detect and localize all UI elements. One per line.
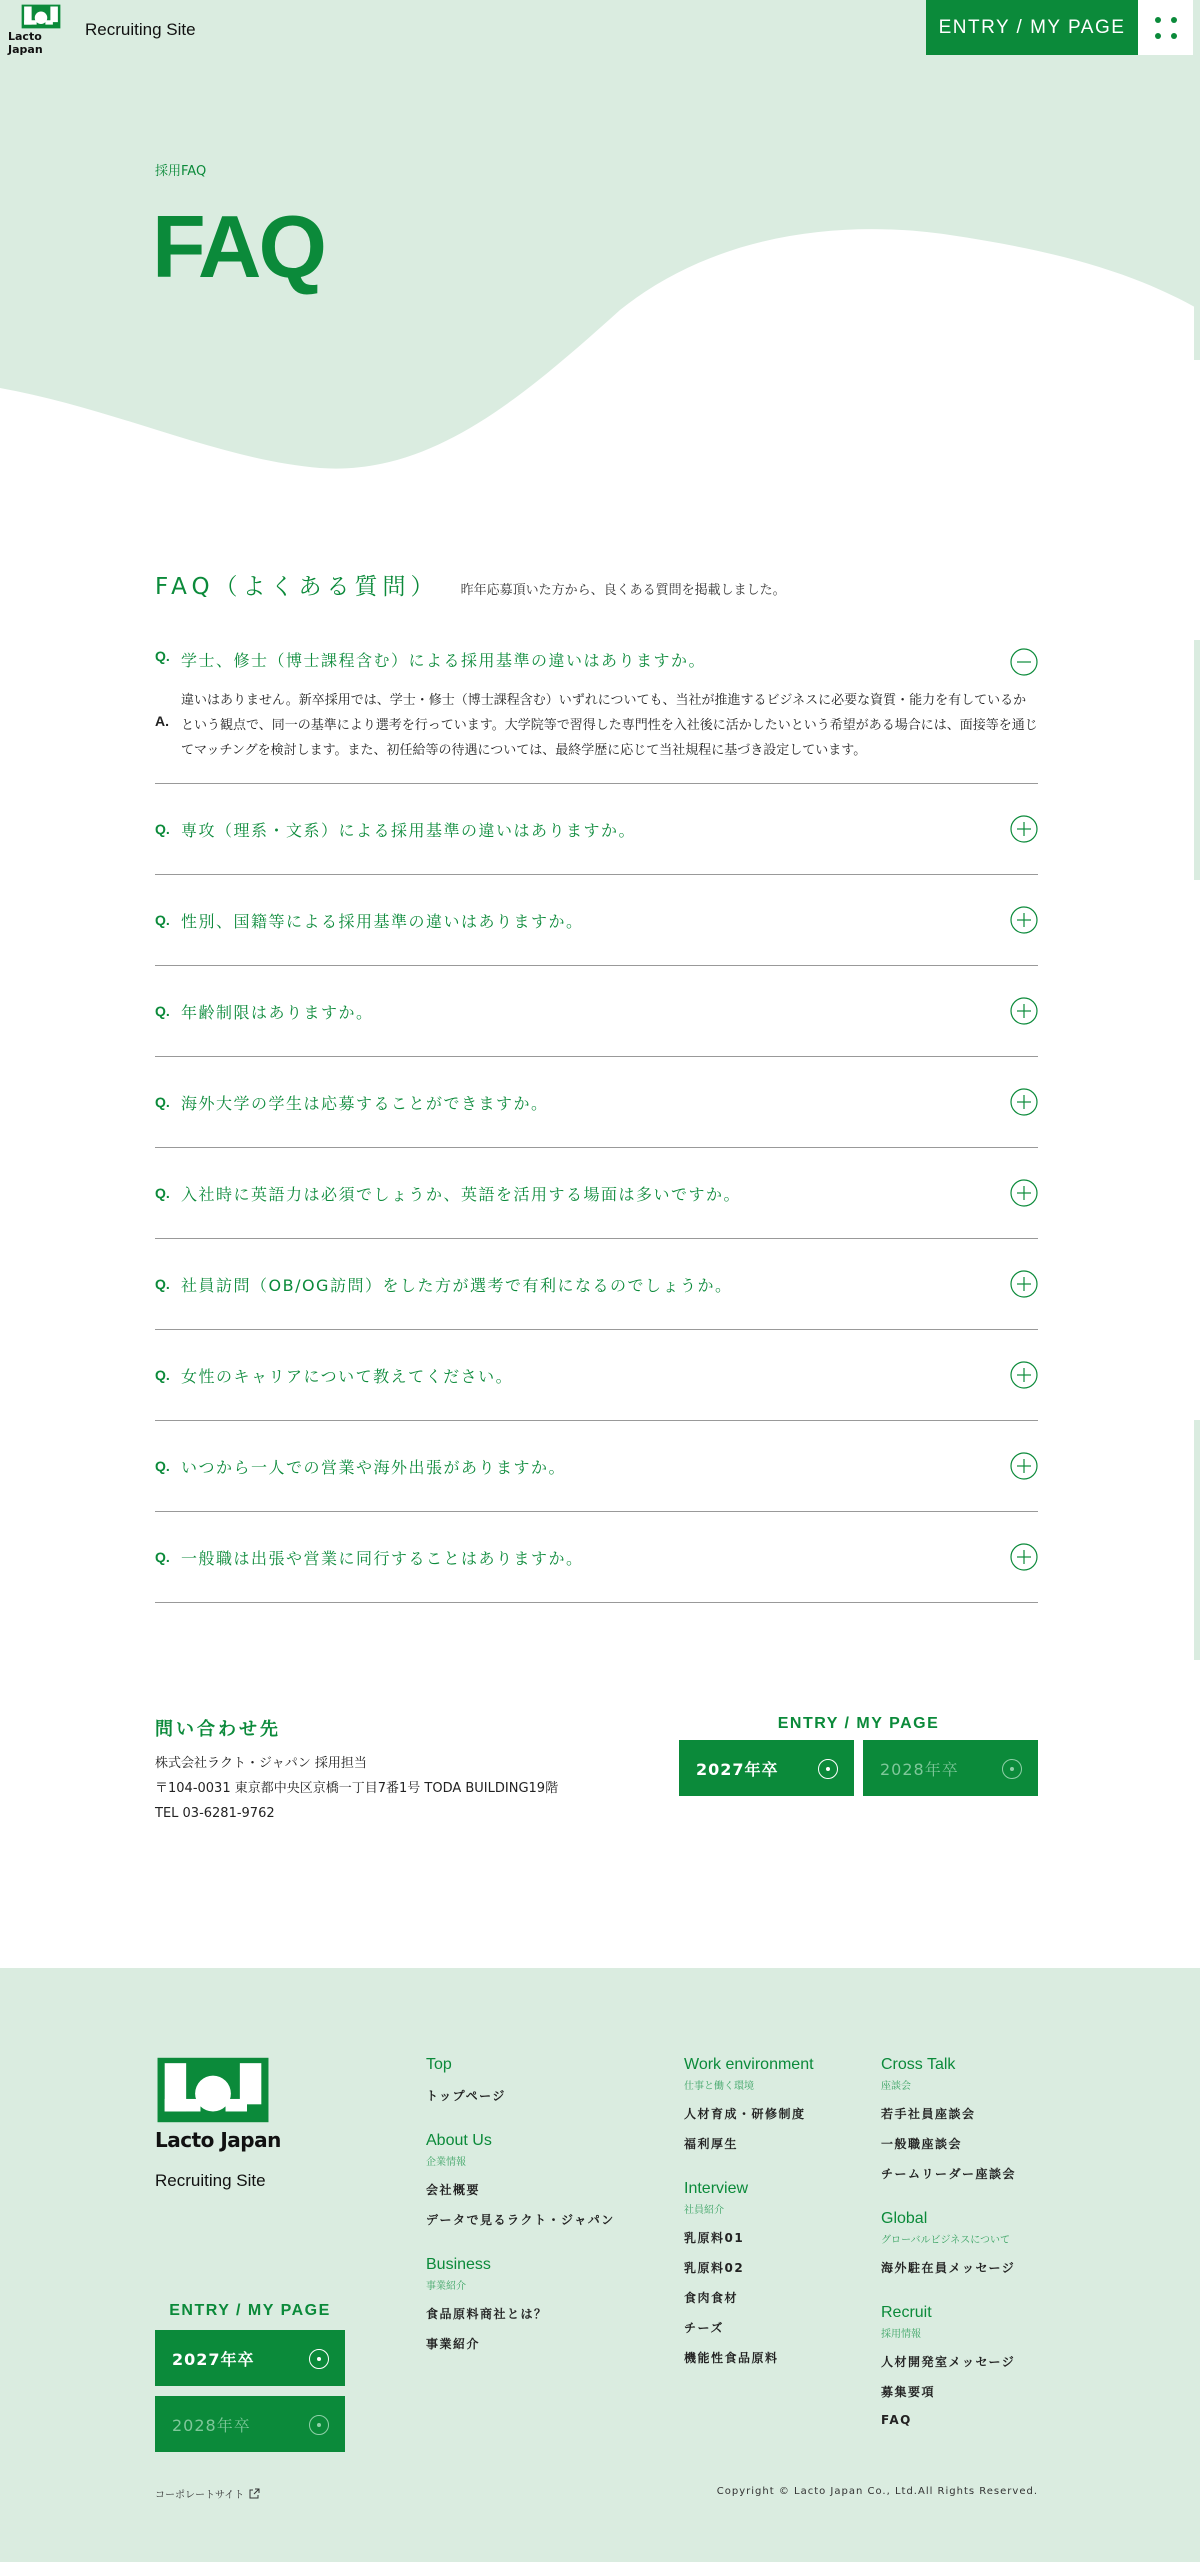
a-mark: A. <box>155 713 169 729</box>
faq-lead: 昨年応募頂いた方から、良くある質問を掲載しました。 <box>460 583 786 598</box>
q-mark: Q. <box>155 1458 170 1474</box>
q-mark: Q. <box>155 1367 170 1383</box>
collapse-minus-icon[interactable] <box>1010 648 1038 676</box>
contact-address: 〒104-0031 東京都中央区京橋一丁目7番1号 TODA BUILDING19階 <box>155 1781 559 1796</box>
circle-arrow-icon <box>309 2349 329 2369</box>
footer-entry-2027-label: 2027年卒 <box>172 2349 255 2369</box>
breadcrumb[interactable]: 採用FAQ <box>155 164 207 179</box>
side-decoration <box>1194 1420 1200 1660</box>
footer-group-head[interactable]: Recruit <box>881 2304 932 2321</box>
footer-logo-text: Lacto Japan <box>155 2128 281 2152</box>
faq-answer-text: 違いはありません。新卒採用では、学士・修士（博士課程含む）いずれについても、当社が推進するビジネスに必要な資質・能力を有しているかという観点で、同一の基準により選考を行っています。大学院等で習得した専門性を入社後に活かしたいという希望がある場合には、面接等を通じてマッチングを検討します。また、初任給等の待遇については、最終学歴に応じて当社規程に基づき設定しています。 <box>181 693 1038 758</box>
faq-header <box>155 568 1038 601</box>
footer-group <box>426 2256 615 2352</box>
logo-text: Lacto Japan <box>8 30 43 56</box>
entry-2027-label: 2027年卒 <box>696 1759 779 1779</box>
footer-group-sub: 事業紹介 <box>426 2281 466 2292</box>
year-buttons <box>679 1740 1038 1796</box>
footer-link[interactable]: 乳原料01 <box>684 2231 745 2245</box>
faq-question: 年齢制限はありますか。 <box>181 1002 374 1022</box>
q-mark: Q. <box>155 821 170 837</box>
contact-heading: 問い合わせ先 <box>155 1719 281 1740</box>
footer-entry-2027-button[interactable] <box>155 2330 345 2386</box>
contact-tel: TEL 03-6281-9762 <box>155 1806 275 1821</box>
faq-item <box>155 1057 1038 1148</box>
entry-label: ENTRY / MY PAGE <box>777 1715 940 1732</box>
footer-group-sub: 企業情報 <box>426 2157 466 2168</box>
expand-plus-icon[interactable] <box>1010 1088 1038 1116</box>
footer-link[interactable]: 募集要項 <box>881 2385 936 2399</box>
footer-group-sub: 採用情報 <box>881 2329 921 2340</box>
footer-entry-2028-button[interactable] <box>155 2396 345 2452</box>
q-mark: Q. <box>155 912 170 928</box>
q-mark: Q. <box>155 1094 170 1110</box>
copyright: Copyright © Lacto Japan Co., Ltd.All Rights Reserved. <box>716 2486 1038 2497</box>
footer-link[interactable]: データで見るラクト・ジャパン <box>426 2213 615 2227</box>
faq-question: いつから一人での営業や海外出張がありますか。 <box>181 1457 567 1477</box>
footer-link[interactable]: 人材開発室メッセージ <box>881 2355 1016 2369</box>
footer-col-3 <box>881 2056 1016 2455</box>
hero <box>0 0 1200 500</box>
faq-item <box>155 646 1038 784</box>
faq-question: 専攻（理系・文系）による採用基準の違いはありますか。 <box>181 820 637 840</box>
faq-section <box>155 568 1038 1603</box>
footer-group <box>684 2056 814 2152</box>
faq-question-row[interactable] <box>155 1239 1038 1329</box>
footer-group-head[interactable]: Business <box>426 2256 491 2273</box>
faq-question: 一般職は出張や営業に同行することはありますか。 <box>181 1548 584 1568</box>
expand-plus-icon[interactable] <box>1010 1270 1038 1298</box>
footer <box>0 1968 1200 2562</box>
side-decoration <box>1194 640 1200 880</box>
footer-link[interactable]: 福利厚生 <box>684 2137 739 2151</box>
footer-group-head[interactable]: Work environment <box>684 2056 814 2073</box>
footer-group-sub: 仕事と働く環境 <box>684 2081 754 2092</box>
footer-link[interactable]: 若手社員座談会 <box>881 2107 976 2121</box>
footer-entry-label: ENTRY / MY PAGE <box>169 2302 331 2319</box>
faq-question: 社員訪問（OB/OG訪問）をした方が選考で有利になるのでしょうか。 <box>181 1275 733 1295</box>
footer-group <box>881 2210 1016 2276</box>
footer-group-head[interactable]: Global <box>881 2210 928 2227</box>
footer-col-2 <box>684 2056 814 2394</box>
corporate-site-label: コーポレートサイト <box>155 2490 245 2501</box>
faq-question-row[interactable] <box>155 875 1038 965</box>
lacto-logo-icon <box>8 4 73 56</box>
circle-arrow-icon <box>1002 1759 1022 1779</box>
faq-question-row[interactable] <box>155 1512 1038 1602</box>
faq-item <box>155 1330 1038 1421</box>
footer-group-sub: 社員紹介 <box>684 2205 724 2216</box>
faq-question-row[interactable] <box>155 1421 1038 1511</box>
faq-question-row[interactable] <box>155 1057 1038 1147</box>
header-logo[interactable] <box>8 4 196 56</box>
q-mark: Q. <box>155 1549 170 1565</box>
footer-link[interactable]: 食品原料商社とは？ <box>426 2307 548 2321</box>
faq-item <box>155 1239 1038 1330</box>
faq-item <box>155 1421 1038 1512</box>
footer-group <box>426 2132 615 2228</box>
footer-site-title: Recruiting Site <box>155 2171 266 2190</box>
faq-heading: FAQ（よくある質問） <box>155 574 439 600</box>
contact-entry <box>679 1715 1038 1796</box>
faq-item <box>155 966 1038 1057</box>
footer-group-head[interactable]: Cross Talk <box>881 2056 956 2073</box>
footer-link[interactable]: 乳原料02 <box>684 2261 745 2275</box>
faq-item <box>155 1148 1038 1239</box>
footer-link[interactable]: 事業紹介 <box>426 2337 481 2351</box>
footer-link[interactable]: トップページ <box>426 2089 506 2103</box>
contact-company: 株式会社ラクト・ジャパン 採用担当 <box>155 1756 367 1771</box>
faq-question-row[interactable] <box>155 646 1038 688</box>
faq-list <box>155 646 1038 1603</box>
footer-link[interactable]: 会社概要 <box>426 2183 481 2197</box>
menu-dots-icon <box>1155 17 1177 39</box>
footer-group-sub: 座談会 <box>881 2081 911 2092</box>
footer-link[interactable]: 食肉食材 <box>684 2291 739 2305</box>
lacto-logo-icon <box>155 2056 271 2124</box>
q-mark: Q. <box>155 648 170 664</box>
expand-plus-icon[interactable] <box>1010 997 1038 1025</box>
footer-group-sub: グローバルビジネスについて <box>881 2235 1010 2246</box>
faq-question: 学士、修士（博士課程含む）による採用基準の違いはありますか。 <box>181 651 707 670</box>
faq-question-row[interactable] <box>155 966 1038 1056</box>
expand-plus-icon[interactable] <box>1010 1543 1038 1571</box>
faq-item <box>155 784 1038 875</box>
circle-arrow-icon <box>818 1759 838 1779</box>
entry-2028-label: 2028年卒 <box>880 1759 959 1779</box>
faq-question: 女性のキャリアについて教えてください。 <box>181 1366 514 1386</box>
footer-link[interactable]: 機能性食品原料 <box>684 2351 779 2365</box>
faq-question: 性別、国籍等による採用基準の違いはありますか。 <box>181 911 584 931</box>
footer-group-head[interactable]: Interview <box>684 2180 749 2197</box>
side-decoration <box>1194 240 1200 360</box>
corporate-site-link[interactable] <box>155 2486 260 2501</box>
footer-link[interactable]: チームリーダー座談会 <box>881 2167 1017 2181</box>
footer-link[interactable]: 人材育成・研修制度 <box>684 2107 806 2121</box>
footer-link[interactable]: 一般職座談会 <box>881 2137 963 2151</box>
circle-arrow-icon <box>309 2415 329 2435</box>
footer-logo[interactable] <box>155 2056 281 2152</box>
expand-plus-icon[interactable] <box>1010 1452 1038 1480</box>
site-title: Recruiting Site <box>85 20 196 39</box>
footer-group-head[interactable]: Top <box>426 2056 452 2073</box>
page-title: FAQ <box>152 197 324 296</box>
faq-question: 入社時に英語力は必須でしょうか、英語を活用する場面は多いですか。 <box>181 1184 742 1204</box>
entry-2028-button[interactable] <box>863 1740 1038 1796</box>
footer-entry-2028-label: 2028年卒 <box>172 2415 251 2435</box>
footer-entry <box>155 2302 345 2452</box>
q-mark: Q. <box>155 1185 170 1201</box>
footer-group <box>684 2180 814 2366</box>
footer-group <box>881 2056 1016 2182</box>
menu-button[interactable] <box>1138 0 1193 55</box>
expand-plus-icon[interactable] <box>1010 1361 1038 1389</box>
expand-plus-icon[interactable] <box>1010 815 1038 843</box>
external-link-icon <box>249 2488 260 2499</box>
expand-plus-icon[interactable] <box>1010 906 1038 934</box>
q-mark: Q. <box>155 1276 170 1292</box>
faq-question: 海外大学の学生は応募することができますか。 <box>181 1093 549 1113</box>
faq-answer <box>155 688 1038 783</box>
entry-2027-button[interactable] <box>679 1740 854 1796</box>
footer-link[interactable]: チーズ <box>684 2321 724 2335</box>
faq-question-row[interactable] <box>155 784 1038 874</box>
footer-group-head[interactable]: About Us <box>426 2132 492 2149</box>
footer-group <box>426 2056 615 2104</box>
footer-col-1 <box>426 2056 615 2380</box>
expand-plus-icon[interactable] <box>1010 1179 1038 1207</box>
entry-mypage-button[interactable]: ENTRY / MY PAGE <box>926 0 1138 55</box>
footer-link[interactable]: 海外駐在員メッセージ <box>881 2261 1016 2275</box>
faq-item <box>155 1512 1038 1603</box>
footer-link[interactable]: FAQ <box>881 2413 912 2427</box>
faq-item <box>155 875 1038 966</box>
q-mark: Q. <box>155 1003 170 1019</box>
faq-question-row[interactable] <box>155 1148 1038 1238</box>
contact-section <box>155 1715 1038 1825</box>
footer-group <box>881 2304 1016 2427</box>
faq-question-row[interactable] <box>155 1330 1038 1420</box>
